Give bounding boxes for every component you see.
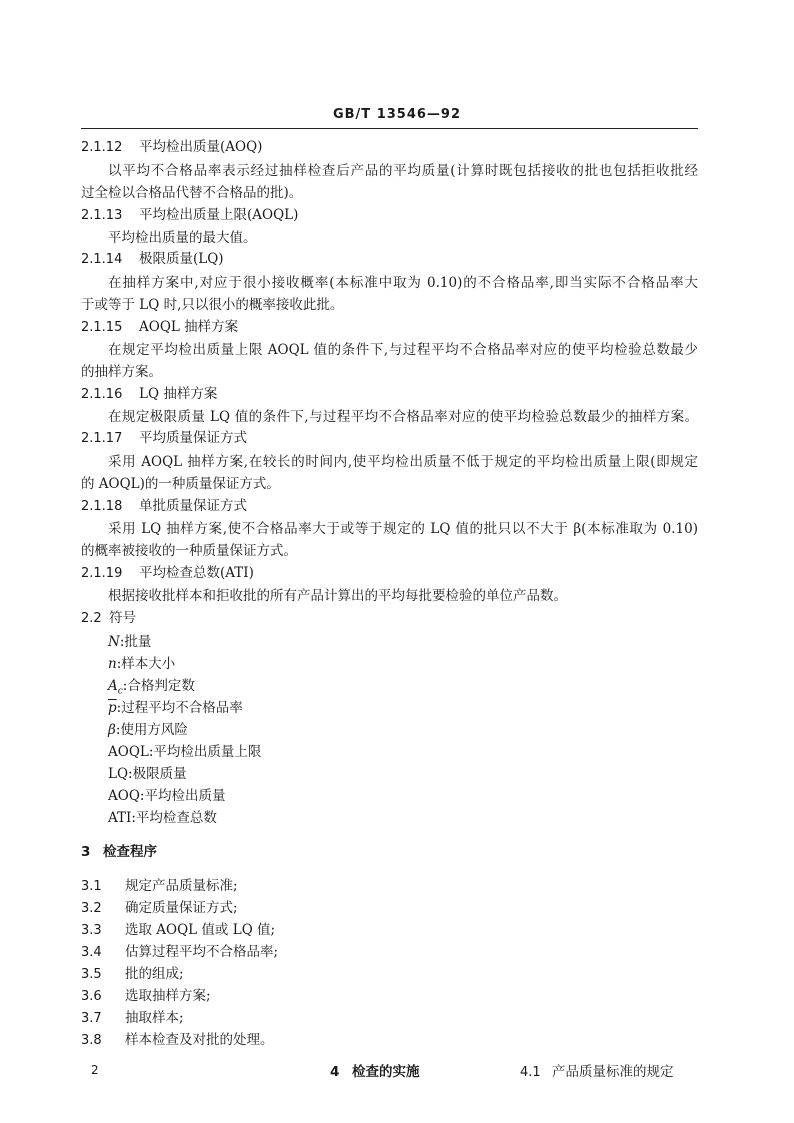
definition-heading [81, 429, 247, 448]
symbol-description: :平均检出质量上限 [148, 744, 262, 760]
definition-body-line: 采用 AOQL 抽样方案,在较长的时间内,使平均检出质量不低于规定的平均检出质量上限(即规定 [108, 454, 698, 470]
symbol: n [108, 656, 117, 672]
symbol-entry [108, 809, 217, 827]
item-number: 3.8 [81, 1033, 102, 1048]
procedure-item [81, 899, 238, 918]
symbol-entry [108, 633, 151, 651]
section-number: 4 [330, 1064, 340, 1080]
definition-body-line: 的抽样方案。 [81, 364, 162, 380]
item-text: 估算过程平均不合格品率; [125, 944, 279, 960]
section-title: 检查程序 [103, 844, 157, 860]
symbol-description: :样本大小 [116, 656, 176, 672]
item-number: 3.5 [81, 967, 102, 982]
definition-title: 平均检出质量(AOQ) [139, 139, 263, 155]
symbol-description: :使用方风险 [115, 722, 188, 738]
item-text: 抽取样本; [125, 1010, 184, 1026]
definition-body-line: 在抽样方案中,对应于很小接收概率(本标准中取为 0.10)的不合格品率,即当实际不合格品率大 [108, 275, 698, 291]
symbol-description: :过程平均不合格品率 [116, 700, 243, 716]
definition-body-line: 平均检出质量的最大值。 [108, 230, 257, 246]
section-number: 2.2 [81, 611, 102, 626]
procedure-item [81, 921, 275, 940]
definition-number: 2.1.12 [81, 140, 123, 155]
item-number: 3.3 [81, 923, 102, 938]
definition-heading [81, 497, 247, 516]
symbol: ATI [108, 810, 132, 826]
item-number: 3.2 [81, 901, 102, 916]
definition-number: 2.1.17 [81, 431, 123, 446]
symbol-subscript: c [117, 686, 123, 697]
section-number: 3 [81, 844, 91, 860]
item-number: 3.6 [81, 989, 102, 1004]
procedure-item [81, 877, 238, 896]
definition-number: 2.1.16 [81, 387, 123, 402]
definition-heading [81, 385, 217, 404]
definition-title: AOQL 抽样方案 [139, 319, 239, 335]
item-number: 4.1 [520, 1065, 541, 1080]
definition-body-line: 于或等于 LQ 时,只以很小的概率接收此批。 [81, 297, 344, 313]
definition-body-line: 在规定极限质量 LQ 值的条件下,与过程平均不合格品率对应的使平均检验总数最少的抽样方案。 [108, 409, 698, 425]
definition-title: 平均质量保证方式 [139, 430, 247, 446]
symbol: $\overline{p}$ [108, 700, 117, 716]
definition-title: 单批质量保证方式 [139, 498, 247, 514]
symbol-entry [108, 721, 188, 739]
symbol-description: :极限质量 [128, 766, 187, 782]
definition-number: 2.1.15 [81, 320, 123, 335]
item-text: 确定质量保证方式; [125, 900, 238, 916]
section-heading [81, 843, 157, 861]
document-header: GB/T 13546—92 [332, 107, 462, 122]
item-text: 批的组成; [125, 966, 184, 982]
symbol-description: :合格判定数 [122, 678, 195, 694]
symbol-description: :平均检查总数 [131, 810, 217, 826]
definition-body-line: 的概率被接收的一种质量保证方式。 [81, 543, 297, 559]
definition-title: 平均检查总数(ATI) [139, 565, 254, 581]
item-number: 3.7 [81, 1011, 102, 1026]
item-text: 选取抽样方案; [125, 988, 211, 1004]
definition-heading [81, 206, 298, 225]
definition-heading [81, 318, 238, 337]
definition-body-line: 的 AOQL)的一种质量保证方式。 [81, 476, 280, 492]
definition-number: 2.1.13 [81, 208, 123, 223]
definition-body-line: 过全检以合格品代替不合格品的批)。 [81, 185, 303, 201]
procedure-item [81, 987, 211, 1006]
page-number: 2 [91, 1063, 99, 1077]
symbol-entry [108, 765, 187, 783]
symbol: AOQL [108, 744, 149, 760]
symbol-entry [108, 655, 175, 673]
procedure-item [81, 1009, 184, 1028]
procedure-item [81, 965, 184, 984]
symbol-description: :平均检出质量 [139, 788, 226, 804]
procedure-item [520, 1063, 674, 1082]
item-text: 产品质量标准的规定 [552, 1064, 674, 1080]
definition-heading [81, 564, 254, 583]
symbol: A [108, 678, 118, 694]
definition-title: 极限质量(LQ) [139, 251, 224, 267]
symbol-entry [108, 677, 195, 701]
procedure-item [81, 943, 278, 962]
definition-body-line: 在规定平均检出质量上限 AOQL 值的条件下,与过程平均不合格品率对应的使平均检验总数最少 [108, 342, 698, 358]
symbol: β [108, 722, 116, 738]
definition-number: 2.1.19 [81, 566, 123, 581]
procedure-item [81, 1031, 274, 1050]
definition-number: 2.1.14 [81, 252, 123, 267]
symbols-heading [81, 609, 136, 628]
symbol-entry [108, 787, 225, 805]
section-title: 符号 [109, 610, 136, 626]
symbol-entry [108, 743, 261, 761]
symbol-entry [108, 699, 243, 717]
definition-heading [81, 250, 224, 269]
symbol: N [108, 634, 120, 650]
definition-heading [81, 138, 262, 157]
symbol: LQ [108, 766, 129, 782]
section-title: 检查的实施 [352, 1064, 420, 1080]
section-heading [330, 1063, 420, 1081]
definition-body-line: 采用 LQ 抽样方案,使不合格品率大于或等于规定的 LQ 值的批只以不大于 β(本标准取为 0.10) [108, 521, 698, 537]
item-number: 3.4 [81, 945, 102, 960]
symbol: AOQ [108, 788, 140, 804]
item-text: 规定产品质量标准; [125, 878, 238, 894]
item-number: 3.1 [81, 879, 102, 894]
item-text: 选取 AOQL 值或 LQ 值; [125, 922, 276, 938]
definition-title: 平均检出质量上限(AOQL) [139, 207, 299, 223]
symbol-description: :批量 [119, 634, 152, 650]
definition-title: LQ 抽样方案 [139, 386, 218, 402]
definition-body-line: 根据接收批样本和拒收批的所有产品计算出的平均每批要检验的单位产品数。 [108, 588, 567, 604]
header-rule [81, 128, 698, 129]
item-text: 样本检查及对批的处理。 [125, 1032, 274, 1048]
definition-body-line: 以平均不合格品率表示经过抽样检查后产品的平均质量(计算时既包括接收的批也包括拒收批经 [108, 163, 698, 179]
definition-number: 2.1.18 [81, 499, 123, 514]
